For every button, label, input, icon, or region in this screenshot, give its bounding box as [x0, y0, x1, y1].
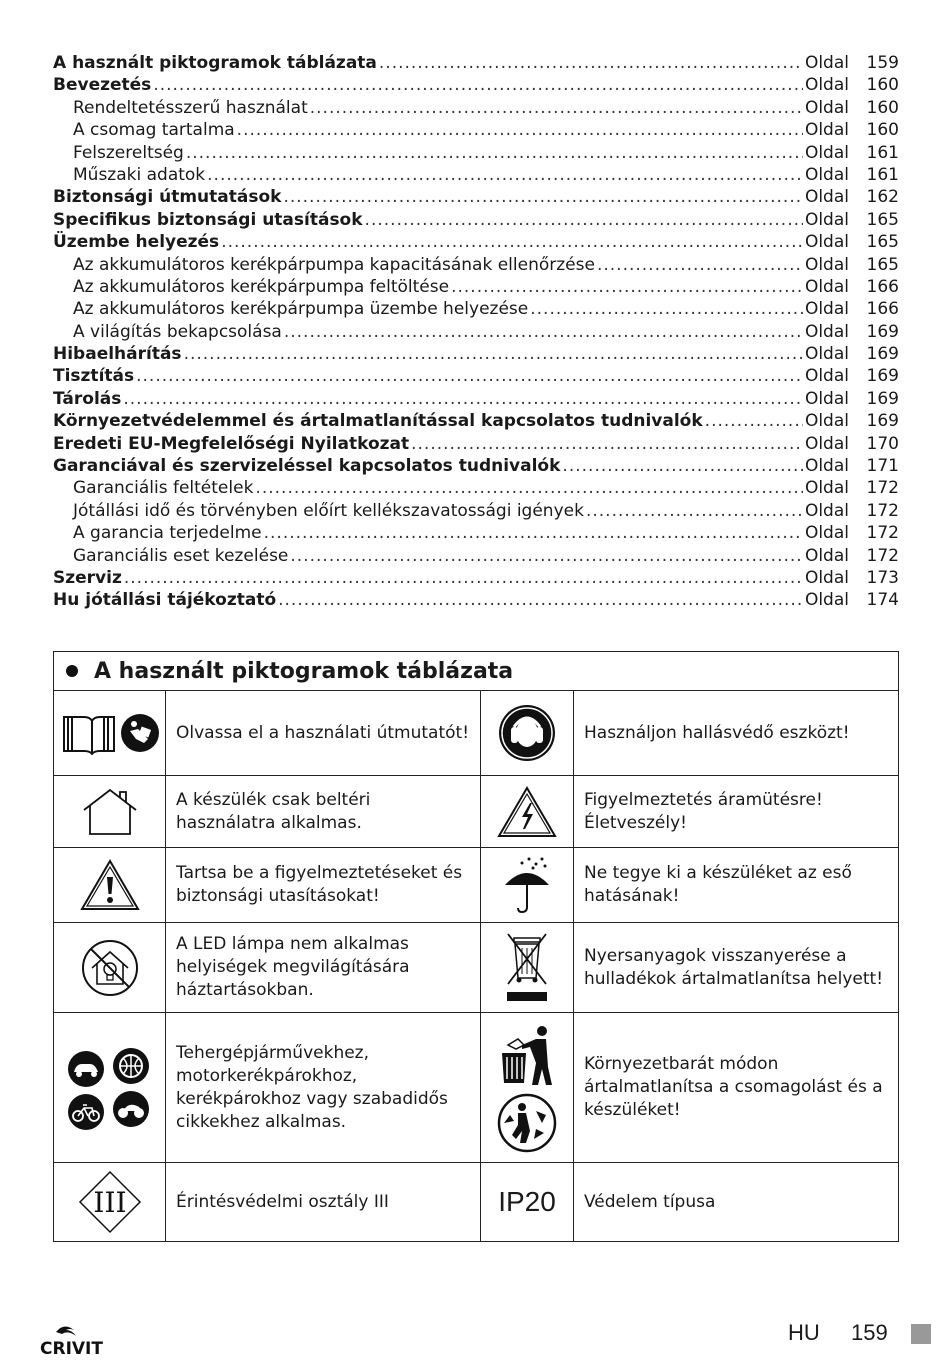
toc-entry — [53, 164, 899, 186]
toc-entry-title: A világítás bekapcsolása — [73, 321, 282, 342]
toc-leader-dots — [184, 343, 803, 365]
toc-entry-title: Garanciával és szervizeléssel kapcsolatos tudnivalók — [53, 456, 561, 477]
pictogram-table-title: A használt piktogramok táblázata — [94, 658, 514, 684]
toc-page-label: Oldal — [804, 120, 849, 141]
toc-entry — [53, 589, 899, 611]
toc-leader-dots — [278, 589, 803, 611]
pictogram-description: A LED lámpa nem alkalmas helyiségek megvilágítására háztartásokban. — [166, 923, 481, 1012]
toc-page-number: 174 — [866, 590, 899, 611]
toc-entry-title: Felszereltség — [73, 142, 184, 163]
toc-page-number: 170 — [866, 433, 899, 454]
toc-entry — [53, 254, 899, 276]
toc-entry-title: Az akkumulátoros kerékpárpumpa üzembe helyezése — [73, 299, 529, 320]
toc-page-label: Oldal — [804, 187, 849, 208]
toc-leader-dots — [237, 119, 803, 141]
toc-entry — [53, 74, 899, 96]
toc-entry-title: Garanciális eset kezelése — [73, 545, 289, 566]
pictogram-row — [54, 1013, 898, 1163]
toc-page-label: Oldal — [804, 590, 849, 611]
pictogram-description: Nyersanyagok visszanyerése a hulladékok ártalmatlanítsa helyett! — [584, 945, 884, 989]
pictogram-table — [53, 651, 899, 1242]
toc-entry-title: Jótállási idő és törvényben előírt kellékszavatossági igények — [73, 500, 584, 521]
pictogram-row — [54, 923, 898, 1013]
toc-page-number: 165 — [866, 232, 899, 253]
toc-entry — [53, 477, 899, 499]
pictogram-description: Környezetbarát módon ártalmatlanítsa a csomagolást és a készüléket! — [584, 1054, 883, 1120]
toc-page-number: 166 — [866, 299, 899, 320]
pictogram-description: Használjon hallásvédő eszközt! — [584, 722, 850, 743]
toc-leader-dots — [255, 477, 803, 499]
recycle-dispose-icon — [481, 1013, 574, 1162]
toc-page-number: 161 — [866, 164, 899, 185]
toc-entry — [53, 567, 899, 589]
toc-entry-title: Üzembe helyezés — [53, 232, 220, 253]
warning-triangle-icon — [54, 848, 166, 922]
toc-entry — [53, 433, 899, 455]
toc-entry-title: Biztonsági útmutatások — [53, 187, 282, 208]
toc-leader-dots — [186, 142, 803, 164]
toc-entry — [53, 365, 899, 387]
toc-entry — [53, 455, 899, 477]
toc-page-number: 159 — [866, 53, 899, 73]
toc-page-label: Oldal — [804, 545, 849, 566]
toc-entry — [53, 231, 899, 253]
toc-entry-title: Műszaki adatok — [73, 164, 206, 185]
toc-page-label: Oldal — [804, 97, 849, 118]
toc-leader-dots — [365, 209, 803, 231]
toc-page-label: Oldal — [804, 164, 849, 185]
toc-page-label: Oldal — [804, 53, 849, 73]
indoor-house-icon — [54, 776, 166, 847]
toc-page-label: Oldal — [804, 276, 849, 297]
ear-protection-icon — [481, 691, 574, 775]
pictogram-description: Figyelmeztetés áramütésre! Életveszély! — [584, 789, 823, 833]
toc-page-label: Oldal — [804, 456, 849, 477]
toc-entry — [53, 410, 899, 432]
toc-page-number: 160 — [866, 75, 899, 96]
toc-entry-title: Környezetvédelemmel és ártalmatlanítással kapcsolatos tudnivalók — [53, 411, 703, 432]
toc-entry — [53, 142, 899, 164]
toc-leader-dots — [530, 298, 803, 320]
pictogram-description: Érintésvédelmi osztály III — [166, 1163, 481, 1241]
toc-page-number: 160 — [866, 97, 899, 118]
toc-entry — [53, 209, 899, 231]
toc-leader-dots — [284, 321, 803, 343]
toc-entry-title: Bevezetés — [53, 75, 152, 96]
toc-entry — [53, 388, 899, 410]
toc-leader-dots — [597, 254, 803, 276]
toc-entry — [53, 522, 899, 544]
toc-entry-title: Rendeltetésszerű használat — [73, 97, 308, 118]
toc-entry-title: Tisztítás — [53, 366, 135, 387]
toc-page-number: 169 — [866, 344, 899, 365]
toc-entry-title: Hibaelhárítás — [53, 344, 182, 365]
toc-entry — [53, 500, 899, 522]
toc-page-number: 165 — [866, 254, 899, 275]
toc-entry — [53, 545, 899, 567]
toc-entry-title: Az akkumulátoros kerékpárpumpa feltöltése — [73, 276, 450, 297]
language-code: HU — [788, 1320, 820, 1345]
toc-page-number: 161 — [866, 142, 899, 163]
pictogram-description: Olvassa el a használati útmutatót! — [166, 691, 481, 775]
toc-page-label: Oldal — [804, 344, 849, 365]
toc-leader-dots — [705, 410, 803, 432]
crivit-logo — [40, 1322, 110, 1360]
pictogram-description: Tehergépjárművekhez, motorkerékpárokhoz, kerékpárokhoz vagy szabadidős cikkekhez alkalmas. — [166, 1013, 481, 1162]
toc-page-number: 172 — [866, 500, 899, 521]
toc-page-number: 172 — [866, 523, 899, 544]
toc-entry — [53, 97, 899, 119]
toc-entry-title: Eredeti EU-Megfelelőségi Nyilatkozat — [53, 433, 410, 454]
toc-page-number: 169 — [866, 388, 899, 409]
toc-page-label: Oldal — [804, 75, 849, 96]
ip20-icon — [481, 1163, 574, 1241]
toc-page-number: 166 — [866, 276, 899, 297]
toc-leader-dots — [310, 97, 803, 119]
toc-page-number: 173 — [866, 567, 899, 588]
table-of-contents — [53, 52, 899, 612]
toc-leader-dots — [290, 545, 803, 567]
toc-entry — [53, 186, 899, 208]
toc-leader-dots — [153, 74, 803, 96]
toc-entry-title: Specifikus biztonsági utasítások — [53, 209, 363, 230]
toc-leader-dots — [264, 522, 803, 544]
toc-page-label: Oldal — [804, 232, 849, 253]
toc-page-label: Oldal — [804, 523, 849, 544]
toc-leader-dots — [451, 276, 803, 298]
toc-entry-title: A garancia terjedelme — [73, 523, 262, 544]
vehicles-sport-icon — [54, 1013, 166, 1162]
toc-page-number: 172 — [866, 478, 899, 499]
pictogram-row — [54, 776, 898, 848]
toc-entry-title: Garanciális feltételek — [73, 478, 254, 499]
toc-page-number: 169 — [866, 411, 899, 432]
toc-page-number: 169 — [866, 366, 899, 387]
pictogram-table-header — [54, 652, 898, 691]
protection-class-iii-icon — [54, 1163, 166, 1241]
toc-entry — [53, 298, 899, 320]
crossed-bin-icon — [481, 923, 574, 1012]
toc-entry — [53, 52, 899, 74]
page-marker — [911, 1324, 931, 1344]
toc-page-label: Oldal — [804, 500, 849, 521]
toc-entry — [53, 343, 899, 365]
toc-page-number: 171 — [866, 456, 899, 477]
toc-page-number: 172 — [866, 545, 899, 566]
pictogram-description: Védelem típusa — [584, 1191, 716, 1212]
toc-entry-title: A használt piktogramok táblázata — [53, 53, 377, 73]
toc-page-number: 162 — [866, 187, 899, 208]
ip20-label: IP20 — [498, 1186, 556, 1217]
protection-class-label: III — [92, 1186, 127, 1219]
toc-entry — [53, 276, 899, 298]
toc-leader-dots — [283, 186, 803, 208]
toc-leader-dots — [586, 500, 803, 522]
pictogram-row — [54, 691, 898, 776]
pictogram-row — [54, 1163, 898, 1241]
toc-leader-dots — [207, 164, 803, 186]
toc-leader-dots — [411, 433, 803, 455]
toc-page-number: 165 — [866, 209, 899, 230]
pictogram-description: Ne tegye ki a készüléket az eső hatásának! — [584, 863, 852, 906]
toc-page-label: Oldal — [804, 366, 849, 387]
toc-leader-dots — [124, 567, 803, 589]
pictogram-description: A készülék csak beltéri használatra alkalmas. — [166, 776, 481, 847]
toc-leader-dots — [123, 388, 803, 410]
toc-leader-dots — [221, 231, 803, 253]
toc-page-label: Oldal — [804, 433, 849, 454]
no-household-lamp-icon — [54, 923, 166, 1012]
toc-page-label: Oldal — [804, 567, 849, 588]
toc-entry-title: Szerviz — [53, 567, 122, 588]
brand-name: CRIVIT — [40, 1339, 103, 1356]
toc-page-label: Oldal — [804, 388, 849, 409]
toc-leader-dots — [136, 365, 803, 387]
bullet-icon — [66, 665, 78, 677]
toc-page-number: 160 — [866, 120, 899, 141]
toc-page-number: 169 — [866, 321, 899, 342]
electric-shock-warning-icon — [481, 776, 574, 847]
toc-entry — [53, 119, 899, 141]
toc-page-label: Oldal — [804, 299, 849, 320]
toc-page-label: Oldal — [804, 411, 849, 432]
toc-page-label: Oldal — [804, 209, 849, 230]
toc-page-label: Oldal — [804, 254, 849, 275]
no-rain-umbrella-icon — [481, 848, 574, 922]
toc-leader-dots — [379, 52, 803, 74]
manual-book-icon — [54, 691, 166, 775]
toc-entry-title: Hu jótállási tájékoztató — [53, 590, 277, 611]
toc-page-label: Oldal — [804, 478, 849, 499]
pictogram-description: Tartsa be a figyelmeztetéseket és biztonsági utasításokat! — [166, 848, 481, 922]
toc-leader-dots — [562, 455, 803, 477]
toc-entry-title: Az akkumulátoros kerékpárpumpa kapacitásának ellenőrzése — [73, 254, 595, 275]
toc-page-label: Oldal — [804, 321, 849, 342]
toc-entry — [53, 321, 899, 343]
toc-entry-title: Tárolás — [53, 388, 122, 409]
toc-entry-title: A csomag tartalma — [73, 120, 235, 141]
toc-page-label: Oldal — [804, 142, 849, 163]
pictogram-row — [54, 848, 898, 923]
page-number: 159 — [851, 1320, 888, 1345]
